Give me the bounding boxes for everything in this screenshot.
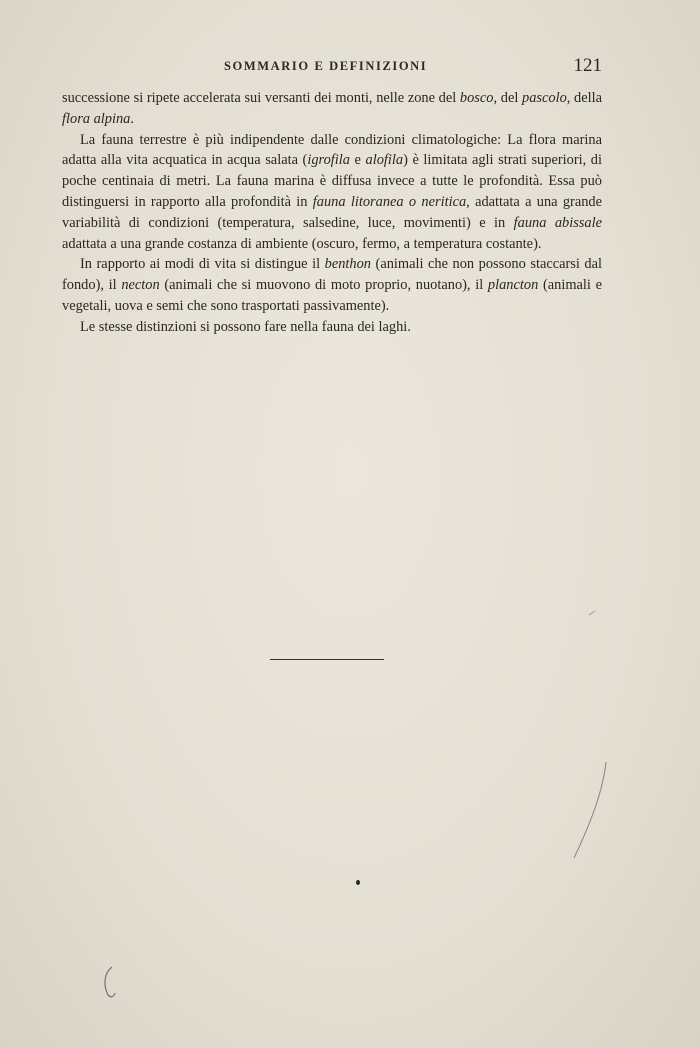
body-text: [62, 88, 602, 338]
page-number: 121: [573, 55, 602, 76]
paragraph-continuation: [62, 88, 602, 130]
paragraph-laghi: [62, 317, 602, 338]
text-run: ) è limitata agli strati superiori, di poche centinaia di metri. La fauna marina è diffusa invece a tutte le profondità. Essa può distinguersi in rapporto alla profondità in: [62, 152, 602, 210]
italic-term: fauna litoranea o neritica: [312, 193, 467, 210]
running-title: SOMMARIO E DEFINIZIONI: [224, 59, 428, 73]
italic-term: bosco: [459, 90, 494, 106]
italic-term: benthon: [324, 256, 372, 273]
text-run: successione si ripete accelerata sui versanti dei monti, nelle zone del: [62, 90, 460, 106]
italic-term: alofila: [365, 152, 404, 169]
italic-term: pascolo: [522, 90, 567, 106]
paper-speck: [588, 610, 596, 616]
text-run: adattata a una grande costanza di ambiente (oscuro, fermo, a temperatura costante).: [62, 235, 542, 252]
text-run: e: [349, 152, 366, 169]
text-run: (animali che non possono staccarsi dal fondo), il: [62, 256, 603, 294]
text-run: (animali che si muovono di moto proprio, nuotano), il: [159, 277, 488, 294]
text-run: , adattata a una grande variabilità di condizioni (temperatura, salsedine, luce, movimenti) e in: [62, 193, 603, 231]
text-run: (animali e vegetali, uova e semi che sono trasportati passivamente).: [62, 277, 602, 314]
italic-term: flora alpina: [62, 110, 131, 127]
page-header: [62, 56, 602, 80]
paper-scratch-mark: [100, 965, 120, 999]
text-run: La fauna terrestre è più indipendente dalle condizioni climatologiche: La flora marina adatta alla vita acquatica in acqua salata (: [62, 131, 602, 169]
text-run: In rapporto ai modi di vita si distingue il: [80, 256, 325, 273]
text-run: , del: [493, 90, 522, 106]
text-run: , della: [566, 90, 603, 106]
italic-term: necton: [121, 277, 160, 294]
italic-term: plancton: [487, 277, 539, 294]
italic-term: fauna abissale: [513, 214, 602, 231]
ink-dot: [356, 880, 360, 885]
pencil-mark: [570, 760, 610, 860]
italic-term: igrofila: [307, 152, 350, 169]
paragraph-fauna-marina: [62, 130, 602, 255]
text-run: .: [130, 110, 134, 127]
section-end-rule: [270, 659, 384, 660]
text-run: Le stesse distinzioni si possono fare nella fauna dei laghi.: [80, 318, 411, 335]
paragraph-modi-di-vita: [62, 254, 602, 316]
